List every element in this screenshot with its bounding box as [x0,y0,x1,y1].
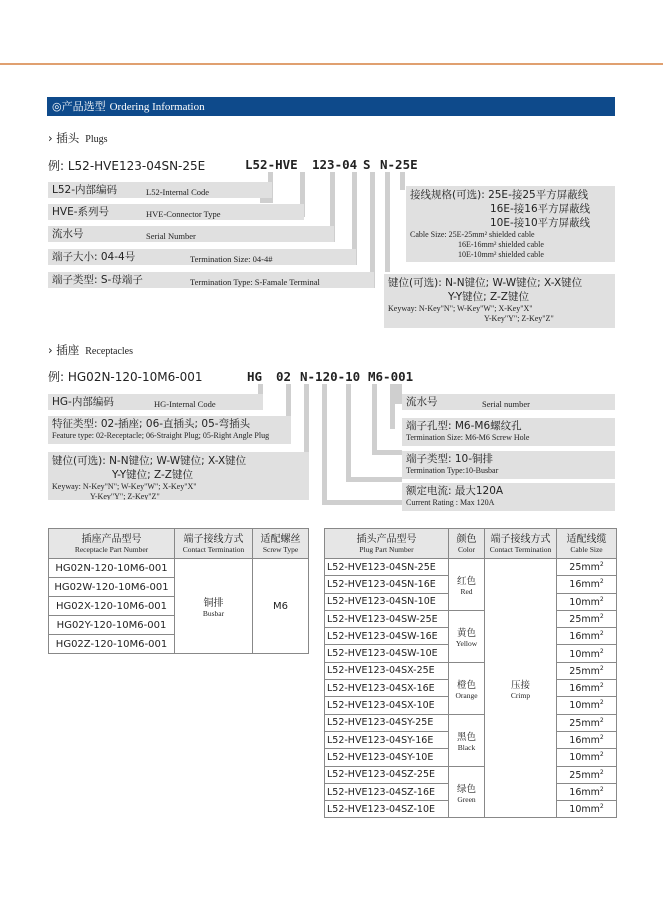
receptacles-heading-zh: 插座 [56,343,80,357]
connector [322,500,402,505]
connector [385,172,390,272]
plugs-code-3: S [363,157,371,172]
connector [346,384,351,482]
rec-code-2: 02 [276,369,292,384]
part-number: L52-HVE123-04SN-25E [325,559,449,576]
plugs-field-termsize [48,249,356,265]
col-header: 端子接线方式 Contact Termination [175,529,253,559]
part-number: L52-HVE123-04SW-25E [325,610,449,627]
feature-zh: 特征类型: 02-插座; 06-直插头; 05-弯插头 [52,418,251,430]
key-en-1: Keyway: N-Key"N"; W-Key"W"; X-Key"X" [52,482,197,491]
col-header: 颜色 Color [449,529,485,559]
part-number: L52-HVE123-04SX-16E [325,680,449,697]
cable-en-2: 16E-16mm² shielded cable [458,240,544,249]
plugs-heading-en: Plugs [85,134,108,145]
part-number: HG02Z-120-10M6-001 [49,635,175,654]
field-en: Serial Number [146,231,196,241]
feature-en: Feature type: 02-Receptacle; 06-Straight Plug; 05-Right Angle Plug [52,431,270,440]
field-zh: 端子大小: 04-4号 [52,251,136,263]
field-en: Current Rating : Max 120A [406,498,495,507]
part-number: L52-HVE123-04SX-10E [325,697,449,714]
section-banner: ◎产品选型 Ordering Information [47,97,615,116]
col-header: 端子接线方式 Contact Termination [485,529,557,559]
rec-code-4: M6-001 [368,369,414,384]
cable-size: $16mm^2$ [557,576,617,593]
cable-zh-3: 10E-接10平方屏蔽线 [490,217,591,229]
key-en-2: Y-Key"Y"; Z-Key"Z" [484,314,554,323]
part-number: L52-HVE123-04SZ-25E [325,766,449,783]
table-row [49,559,309,578]
field-en: Termination Type:10-Busbar [406,466,499,475]
cable-size: $16mm^2$ [557,628,617,645]
receptacles-heading-en: Receptacles [85,346,134,357]
connector [394,384,402,404]
color-cell: 黑色 Black [449,714,485,766]
rec-field-ttype [402,451,615,479]
plugs-keyway [384,274,615,328]
screw-cell: M6 [253,559,309,654]
cable-size: $10mm^2$ [557,645,617,662]
field-zh: L52-内部编码 [52,184,117,196]
receptacles-example: 例: HG02N-120-10M6-001 [48,370,203,384]
field-en: Termination Size: 04-4# [190,254,273,264]
field-zh: HG-内部编码 [52,396,114,408]
field-zh: 额定电流: 最大120A [406,485,504,497]
cable-size: $25mm^2$ [557,766,617,783]
rec-code-3: N-120-10 [300,369,361,384]
plugs-heading-zh: 插头 [56,131,80,145]
key-en-1: Keyway: N-Key"N"; W-Key"W"; X-Key"X" [388,304,533,313]
field-en: HVE-Connector Type [146,209,221,219]
termination-cell: 压接 Crimp [485,559,557,818]
rec-code-1: HG [247,369,263,384]
rec-field-rating [402,483,615,511]
plugs-code-1: L52-HVE [245,157,298,172]
rec-field-keyway [48,452,309,500]
table-row [325,766,617,783]
cable-zh-1: 接线规格(可选): 25E-接25平方屏蔽线 [410,189,589,201]
cable-size: $16mm^2$ [557,783,617,800]
field-zh: 端子孔型: M6-M6螺纹孔 [406,420,522,432]
part-number: L52-HVE123-04SX-25E [325,662,449,679]
plugs-code-2: 123-04 [312,157,358,172]
field-zh: 流水号 [52,228,84,240]
color-cell: 黄色 Yellow [449,610,485,662]
table-row [325,714,617,731]
plug-table [324,528,617,818]
part-number: HG02N-120-10M6-001 [49,559,175,578]
plugs-field-termtype [48,272,374,288]
field-en: L52-Internal Code [146,187,210,197]
cable-size: $25mm^2$ [557,559,617,576]
banner-title-zh: 产品选型 [61,100,106,113]
rec-field-serial [402,394,615,410]
plugs-field-internal [48,182,272,198]
field-en: Termination Size: M6-M6 Screw Hole [406,433,530,442]
receptacle-table [48,528,309,654]
field-zh: HVE-系列号 [52,206,110,218]
plugs-field-series [48,204,304,220]
key-zh-1: 键位(可选): N-N键位; W-W键位; X-X键位 [388,277,583,289]
receptacles-heading: › 插座 Receptacles [48,343,134,357]
part-number: HG02Y-120-10M6-001 [49,616,175,635]
field-en: Serial number [482,399,530,409]
plugs-field-serial [48,226,334,242]
cable-zh-2: 16E-接16平方屏蔽线 [490,203,591,215]
cable-size: $10mm^2$ [557,593,617,610]
rec-field-feature [48,416,291,444]
connector [372,450,402,455]
cable-size: $10mm^2$ [557,697,617,714]
key-zh-2: Y-Y键位; Z-Z键位 [448,291,529,303]
plugs-cable-size [406,186,615,262]
color-cell: 橙色 Orange [449,662,485,714]
cable-size: $10mm^2$ [557,749,617,766]
col-header: 适配螺丝 Screw Type [253,529,309,559]
connector [400,172,405,190]
col-header: 插座产品型号 Receptacle Part Number [49,529,175,559]
plugs-heading: › 插头 Plugs [48,131,108,145]
connector [260,198,273,203]
plugs-code-4: N-25E [380,157,418,172]
key-zh-1: 键位(可选): N-N键位; W-W键位; X-X键位 [52,455,247,467]
plugs-example: 例: L52-HVE123-04SN-25E [48,159,206,173]
field-en: HG-Internal Code [154,399,216,409]
col-header: 插头产品型号 Plug Part Number [325,529,449,559]
part-number: L52-HVE123-04SZ-16E [325,783,449,800]
connector [346,477,402,482]
field-zh: 流水号 [406,396,438,408]
cable-size: $25mm^2$ [557,610,617,627]
part-number: HG02X-120-10M6-001 [49,597,175,616]
rec-field-hole [402,418,615,446]
part-number: HG02W-120-10M6-001 [49,578,175,597]
color-cell: 红色 Red [449,559,485,611]
table-row [325,662,617,679]
cable-en-3: 10E-10mm² shielded cable [458,250,544,259]
cable-en-1: Cable Size: 25E-25mm² shielded cable [410,230,535,239]
top-divider [0,63,663,65]
termination-cell: 铜排 Busbar [175,559,253,654]
color-cell: 绿色 Green [449,766,485,818]
banner-title-en: Ordering Information [109,101,205,113]
cable-size: $25mm^2$ [557,714,617,731]
part-number: L52-HVE123-04SY-25E [325,714,449,731]
table-row [325,559,617,576]
part-number: L52-HVE123-04SW-16E [325,628,449,645]
connector [370,172,375,288]
cable-size: $25mm^2$ [557,662,617,679]
col-header: 适配线缆 Cable Size [557,529,617,559]
connector [322,384,327,504]
key-zh-2: Y-Y键位; Z-Z键位 [112,469,193,481]
part-number: L52-HVE123-04SY-16E [325,731,449,748]
part-number: L52-HVE123-04SZ-10E [325,801,449,818]
rec-field-internal [48,394,263,410]
field-zh: 端子类型: S-母端子 [52,274,143,286]
part-number: L52-HVE123-04SY-10E [325,749,449,766]
connector [372,384,377,454]
part-number: L52-HVE123-04SW-10E [325,645,449,662]
field-zh: 端子类型: 10-铜排 [406,453,494,465]
key-en-2: Y-Key"Y"; Z-Key"Z" [90,492,160,500]
cable-size: $16mm^2$ [557,680,617,697]
cable-size: $16mm^2$ [557,731,617,748]
part-number: L52-HVE123-04SN-16E [325,576,449,593]
table-row [325,610,617,627]
field-en: Termination Type: S-Famale Terminal [190,277,320,287]
cable-size: $10mm^2$ [557,801,617,818]
part-number: L52-HVE123-04SN-10E [325,593,449,610]
